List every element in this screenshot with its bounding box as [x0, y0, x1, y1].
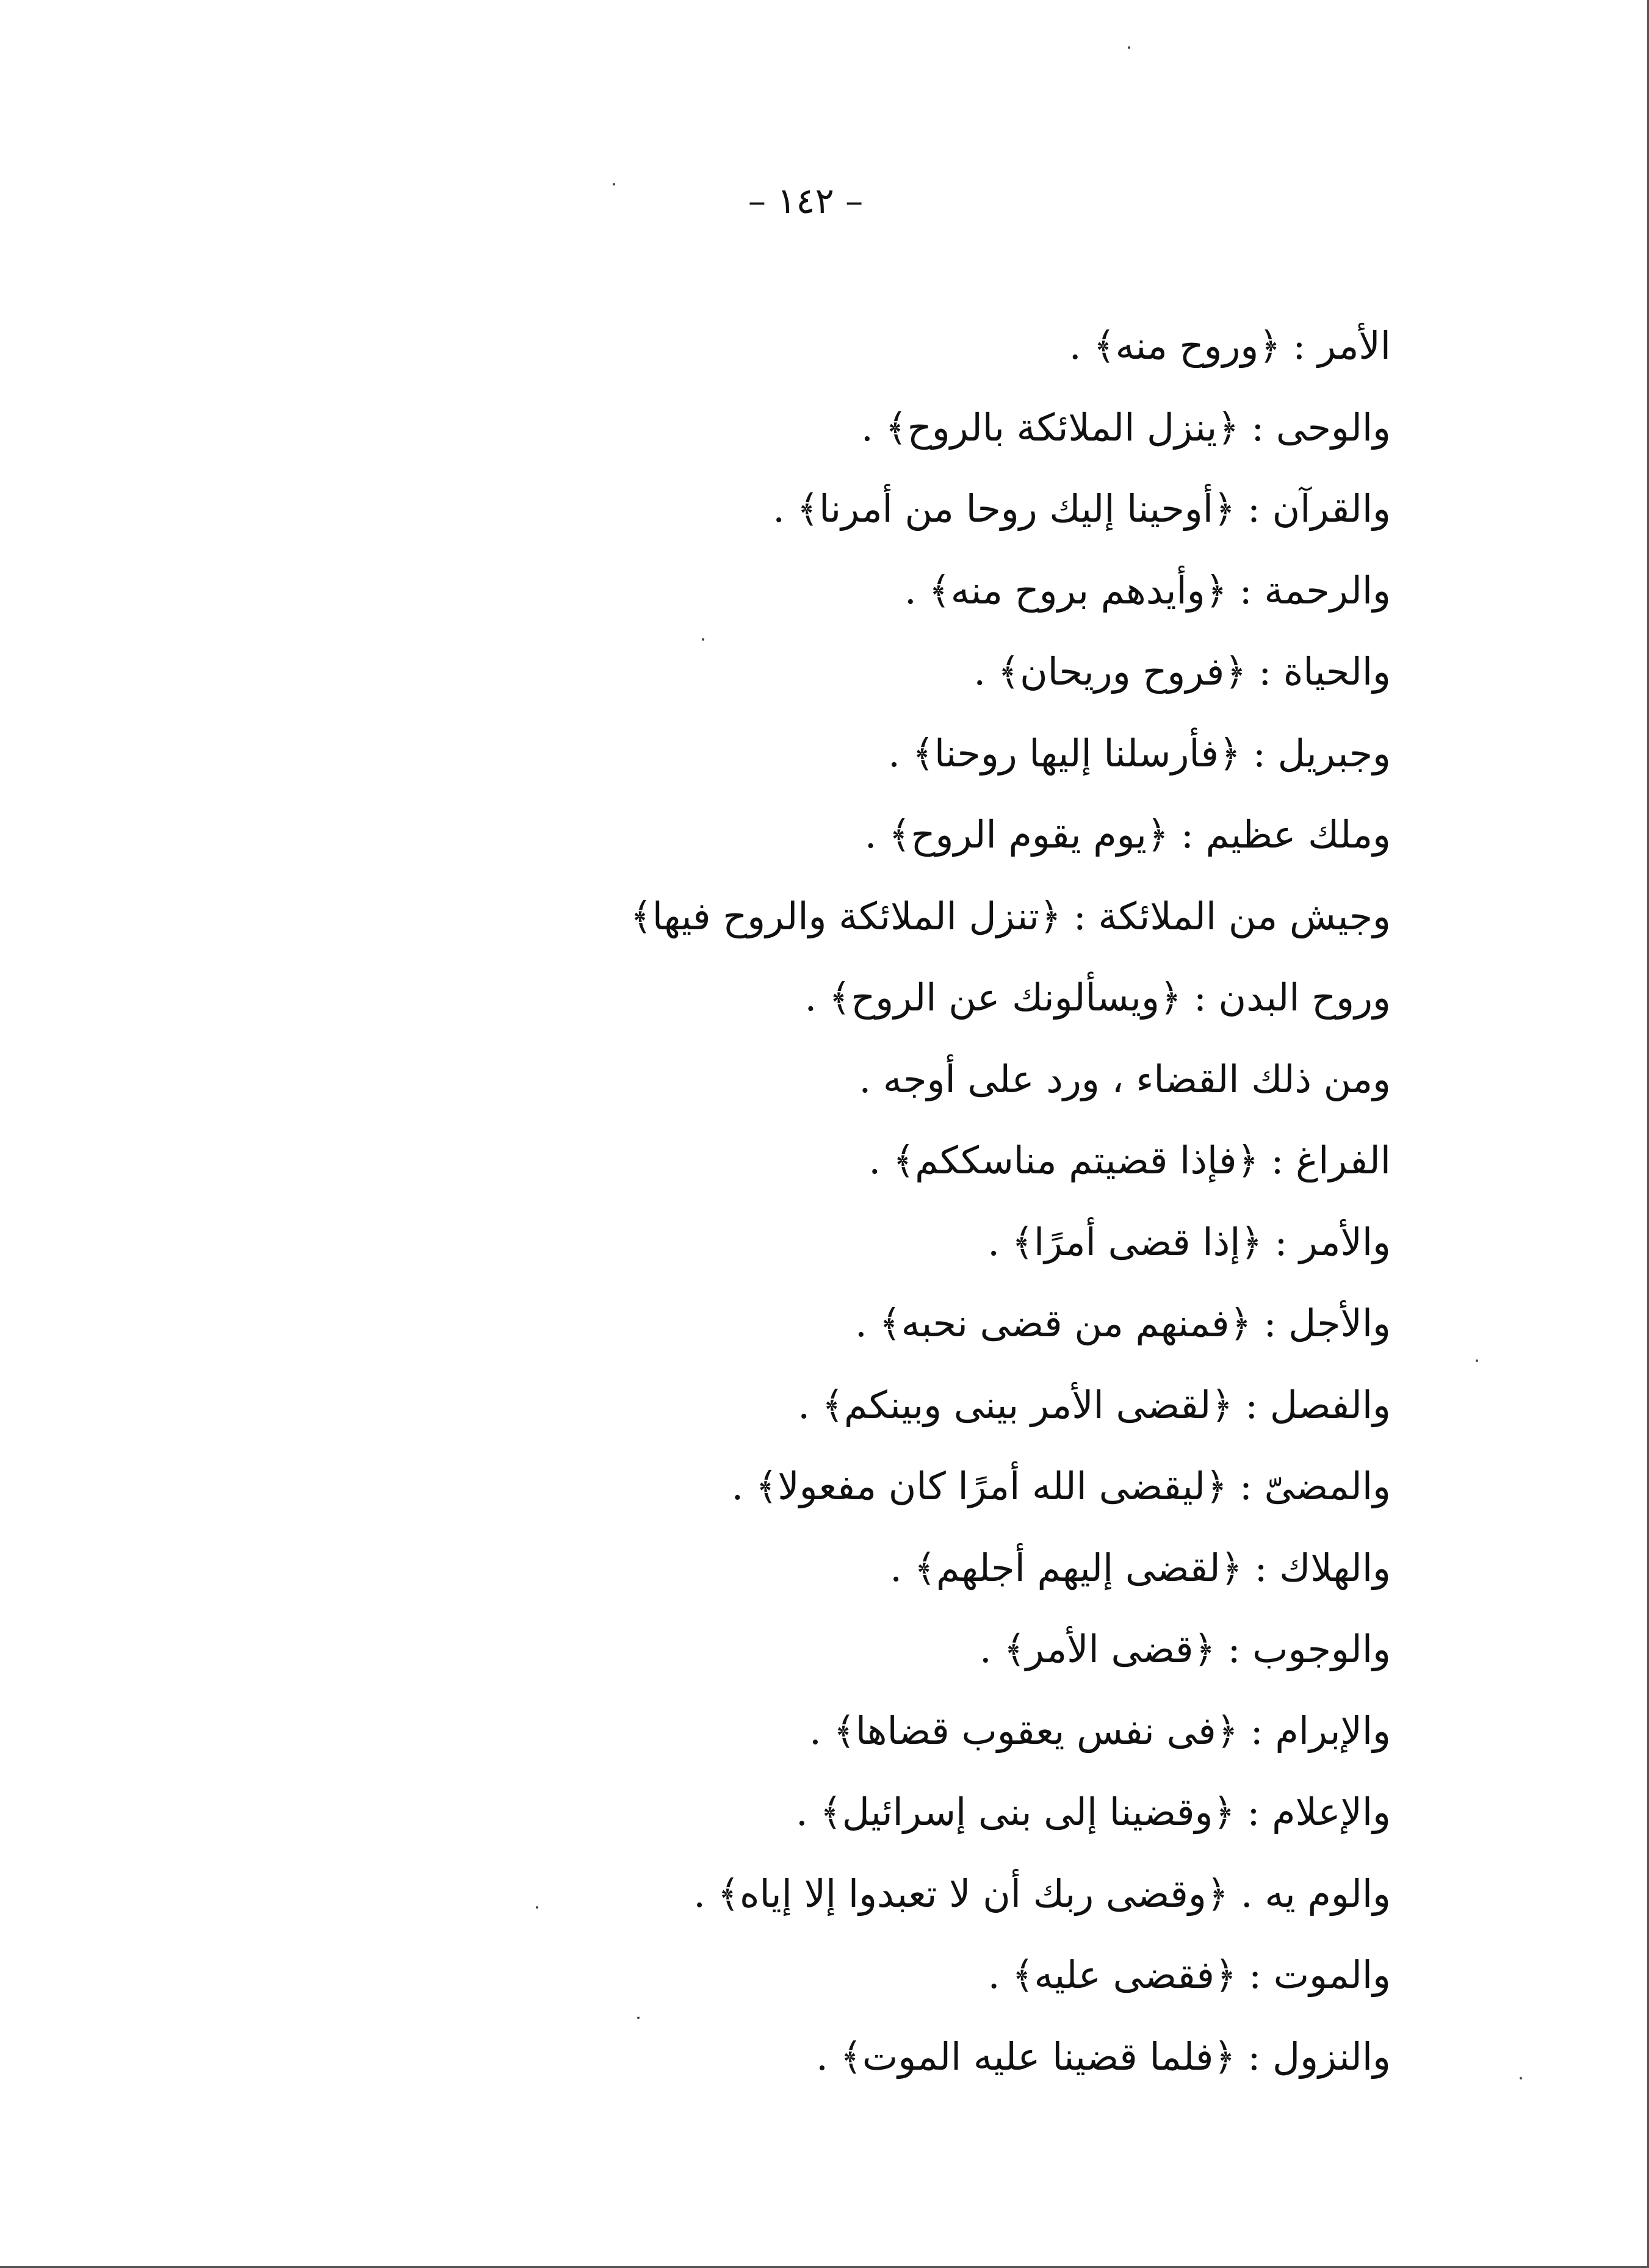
text-line: والإبرام : ﴿فى نفس يعقوب قضاها﴾ . [809, 1708, 1391, 1753]
scan-speck [536, 1906, 538, 1909]
scan-speck [702, 638, 704, 641]
text-line: والفصل : ﴿لقضى الأمر بينى وبينكم﴾ . [798, 1382, 1391, 1427]
page-number: – ١٤٢ – [748, 180, 864, 221]
text-line: والهلاك : ﴿لقضى إليهم أجلهم﴾ . [890, 1545, 1391, 1590]
text-line: الفراغ : ﴿فإذا قضيتم مناسككم﴾ . [868, 1138, 1391, 1183]
text-line: والإعلام : ﴿وقضينا إلى بنى إسرائيل﴾ . [795, 1790, 1391, 1834]
text-line: والأمر : ﴿إذا قضى أمرًا﴾ . [987, 1219, 1391, 1264]
text-line: ومن ذلك القضاء ، ورد على أوجه . [859, 1056, 1391, 1101]
text-line: والرحمة : ﴿وأيدهم بروح منه﴾ . [904, 567, 1391, 613]
text-line: وملك عظيم : ﴿يوم يقوم الروح﴾ . [864, 812, 1391, 857]
scan-speck [613, 183, 615, 185]
scan-speck [1476, 1359, 1478, 1362]
text-line: والوم يه . ﴿وقضى ربك أن لا تعبدوا إلا إياه﴾ . [693, 1871, 1391, 1916]
text-line: الأمر : ﴿وروح منه﴾ . [1069, 323, 1391, 368]
text-line: والنزول : ﴿فلما قضينا عليه الموت﴾ . [816, 2034, 1391, 2079]
text-line: والأجل : ﴿فمنهم من قضى نحبه﴾ . [854, 1301, 1391, 1345]
scan-speck [637, 2017, 640, 2019]
scan-speck [1520, 2077, 1522, 2079]
text-body [475, 305, 1391, 2097]
text-line: والوحى : ﴿ينزل الملائكة بالروح﴾ . [861, 405, 1391, 450]
text-line: والقرآن : ﴿أوحينا إليك روحا من أمرنا﴾ . [773, 486, 1391, 531]
text-line: وجبريل : ﴿فأرسلنا إليها روحنا﴾ . [888, 730, 1391, 776]
text-line: والموت : ﴿فقضى عليه﴾ . [987, 1953, 1391, 1997]
text-line: وجيش من الملائكة : ﴿تنزل الملائكة والروح فيها﴾ [630, 893, 1391, 938]
text-line: والوجوب : ﴿قضى الأمر﴾ . [980, 1627, 1391, 1671]
text-line: والمضىّ : ﴿ليقضى الله أمرًا كان مفعولا﴾ . [731, 1464, 1391, 1508]
text-line: والحياة : ﴿فروح وريحان﴾ . [973, 649, 1391, 694]
text-line: وروح البدن : ﴿ويسألونك عن الروح﴾ . [804, 975, 1391, 1020]
scan-speck [1128, 46, 1130, 49]
